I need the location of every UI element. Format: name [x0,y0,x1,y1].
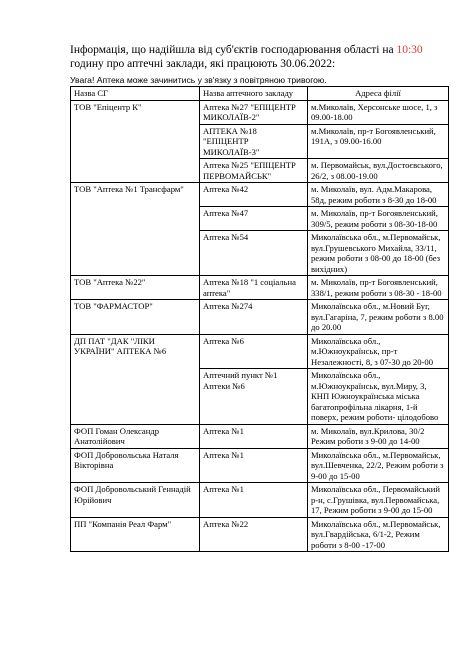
pharmacy-cell: Аптека №54 [200,231,308,276]
address-cell: Миколаївська обл., м.Первомайськ, вул.Шевченка, 22/2, Режим роботи з 9-00 до 15-00 [308,448,449,483]
pharmacy-cell: Аптека №274 [200,300,308,335]
pharmacy-table [70,86,449,552]
table-body [71,100,449,552]
pharmacy-cell: Аптечний пункт №1 Аптеки №6 [200,369,308,425]
company-cell: ДП ПАТ "ДАК "ЛІКИ УКРАЇНИ" АПТЕКА №6 [71,334,200,424]
pharmacy-cell: Аптека №1 [200,483,308,518]
table-row [71,300,449,335]
header-intro-rest: годину про аптечні заклади, які працюють 30.06.2022: [70,58,336,70]
address-cell: м.Миколаїв, пр-т Богоявленський, 191А, з 09.00-16.00 [308,124,449,159]
header-time: 10:30 [396,44,423,56]
table-row [71,517,449,552]
address-cell: Миколаївська обл., м.Южноукраїнськ, пр-т Незалежності, 8, з 07-30 до 20-00 [308,334,449,369]
pharmacy-cell: Аптека №1 [200,424,308,448]
table-row [71,334,449,369]
company-cell: ТОВ "Аптека №22" [71,276,200,300]
pharmacy-cell: Аптека №6 [200,334,308,369]
table-row [71,424,449,448]
table-header-row [71,87,449,101]
header-intro: Інформація, що надійшла від суб'єктів господарювання області на [70,44,397,56]
company-cell: ТОВ "ФАРМАСТОР" [71,300,200,335]
company-cell: ТОВ "Епіцентр К" [71,100,200,183]
company-cell: ФОП Добровольський Геннадій Юрійович [71,483,200,518]
table-row [71,448,449,483]
document-header [70,43,450,71]
company-cell: ФОП Гоман Олександр Анатолійович [71,424,200,448]
table-row [71,183,449,207]
table-row [71,276,449,300]
company-cell: ПП "Компанія Реал Фарм" [71,517,200,552]
table-row [71,100,449,124]
company-cell: ФОП Добровольська Наталя Вікторівна [71,448,200,483]
company-cell: ТОВ "Аптека №1 Трансфарм" [71,183,200,276]
address-cell: Миколаївська обл., м.Новий Буг, вул.Гагаріна, 7, режим роботи з 8.00 до 20.00 [308,300,449,335]
pharmacy-cell: Аптека №22 [200,517,308,552]
table-row [71,483,449,518]
pharmacy-cell: Аптека №25 "ЕПІЦЕНТР ПЕРВОМАЙСЬК" [200,159,308,183]
address-cell: Миколаївська обл., м.Южноукраїнськ, вул.Миру, 3, КНП Южноукраїнська міська багатопрофільна лікарня, 1-й поверх, режим роботи- цілодобово [308,369,449,425]
pharmacy-cell: АПТЕКА №18 "ЕПІЦЕНТР МИКОЛАЇВ-3" [200,124,308,159]
pharmacy-cell: Аптека №27 "ЕПІЦЕНТР МИКОЛАЇВ-2" [200,100,308,124]
address-cell: м. Миколаїв, вул. Адм.Макарова, 58д, режим роботи з 8-30 до 18-00 [308,183,449,207]
address-cell: Миколаївська обл., м.Первомайськ, вул.Гвардійська, 6/1-2, Режим роботи з 8-00 -17-00 [308,517,449,552]
address-cell: м. Первомайськ, вул.Достоєвського, 26/2, з 08.00-19.00 [308,159,449,183]
address-cell: Миколаївська обл., Первомайський р-н, с.Грушівка, вул.Первомайська, 17, Режим роботи з 9-00 до 15-00 [308,483,449,518]
address-cell: м. Миколаїв, пр-т Богоявленський, 309/5, режим роботи з 08-30-18-00 [308,207,449,231]
column-header-address: Адреса філії [308,87,449,101]
address-cell: м. Миколаїв, вул.Крилова, 30/2 Режим роботи з 9-00 до 14-00 [308,424,449,448]
address-cell: м. Миколаїв, пр-т Богоявленський, 338/1, режим роботи з 08-30 - 18-00 [308,276,449,300]
column-header-pharmacy: Назва аптечного закладу [200,87,308,101]
column-header-company: Назва СГ [71,87,200,101]
pharmacy-cell: Аптека №1 [200,448,308,483]
pharmacy-cell: Аптека №18 "1 соціальна аптека" [200,276,308,300]
pharmacy-cell: Аптека №47 [200,207,308,231]
address-cell: Миколаївська обл., м.Первомайськ, вул.Грушевського Михайла, 33/11, режим роботи з 08-00 до 18-00 (без вихідних) [308,231,449,276]
pharmacy-cell: Аптека №42 [200,183,308,207]
air-raid-alert-note: Увага! Аптека може зачинитись у зв'язку з повітряною тривогою. [70,75,327,85]
address-cell: м.Миколаїв, Херсонське шосе, 1, з 09.00-18.00 [308,100,449,124]
